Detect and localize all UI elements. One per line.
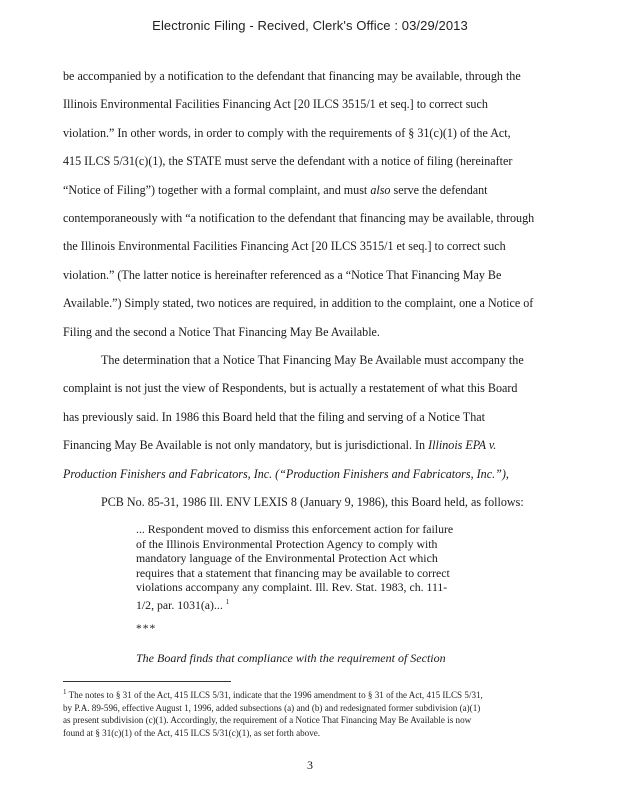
quote-line: mandatory language of the Environmental Protection Act which (136, 551, 438, 566)
body-line: Available.”) Simply stated, two notices are required, in addition to the complaint, one a Notice of (63, 296, 534, 311)
body-line: PCB No. 85-31, 1986 Ill. ENV LEXIS 8 (January 9, 1986), this Board held, as follows: (101, 495, 524, 510)
quote-line: violations accompany any complaint. Ill. Rev. Stat. 1983, ch. 111- (136, 580, 448, 595)
footnote (63, 686, 583, 739)
body-line: violation.” (The latter notice is hereinafter referenced as a “Notice That Financing May Be (63, 267, 502, 282)
body-line: 415 ILCS 5/31(c)(1), the STATE must serve the defendant with a notice of filing (hereinafter (63, 154, 513, 169)
body-line: Filing and the second a Notice That Financing May Be Available. (63, 324, 380, 339)
body-text (63, 62, 568, 517)
emphasis-also: also (370, 182, 391, 197)
footnote-line: as present subdivision (c)(1). Accordingly, the requirement of a Notice That Financing May Be Available is now (63, 715, 472, 726)
body-line (63, 176, 568, 204)
body-line: has previously said. In 1986 this Board held that the filing and serving of a Notice That (63, 409, 485, 424)
footnote-line: found at § 31(c)(1) of the Act, 415 ILCS 5/31(c)(1), as set forth above. (63, 727, 321, 738)
body-line-head: “Notice of Filing”) together with a formal complaint, and must (63, 182, 368, 197)
body-line: contemporaneously with “a notification to the defendant that financing may be available, through (63, 211, 535, 226)
body-line: be accompanied by a notification to the defendant that financing may be available, through the (63, 69, 521, 83)
quote-line: of the Illinois Environmental Protection Agency to comply with (136, 536, 438, 551)
quote-line: ... Respondent moved to dismiss this enforcement action for failure (136, 522, 454, 536)
omission-stars: *** (136, 623, 157, 635)
footnote-line (63, 686, 583, 702)
block-quote (136, 522, 508, 612)
body-line: Illinois Environmental Facilities Financing Act [20 ILCS 3515/1 et seq.] to correct such (63, 97, 488, 112)
board-finds-text: The Board finds that compliance with the requirement of Section (136, 651, 446, 665)
body-line (63, 431, 568, 459)
footnote-reference: 1 (225, 597, 230, 606)
case-name-line: Production Finishers and Fabricators, Inc. (“Production Finishers and Fabricators, Inc.”), (63, 466, 509, 481)
body-line: complaint is not just the view of Respondents, but is actually a restatement of what this Board (63, 381, 518, 396)
body-line-tail: serve the defendant (390, 182, 488, 197)
body-line-head: Financing May Be Available is not only mandatory, but is jurisdictional. In (63, 438, 426, 453)
page-number: 3 (307, 758, 313, 772)
body-line: the Illinois Environmental Facilities Financing Act [20 ILCS 3515/1 et seq.] to correct such (63, 239, 506, 254)
body-line: violation.” In other words, in order to comply with the requirements of § 31(c)(1) of the Act, (63, 125, 511, 140)
footnote-marker: 1 (63, 688, 67, 696)
quote-line (136, 595, 508, 613)
body-line: The determination that a Notice That Financing May Be Available must accompany the (101, 353, 524, 368)
electronic-filing-stamp: Electronic Filing - Recived, Clerk's Office : 03/29/2013 (152, 18, 468, 33)
quote-line: requires that a statement that financing may be available to correct (136, 565, 450, 580)
case-name: Illinois EPA v. (428, 438, 497, 453)
footnote-line: by P.A. 89-596, effective August 1, 1996, added subsections (a) and (b) and redesignated former subdivision (a)(1) (63, 702, 481, 713)
footnote-divider (63, 681, 231, 682)
quote-line-text: 1/2, par. 1031(a)... (136, 597, 223, 612)
footnote-line-text: The notes to § 31 of the Act, 415 ILCS 5/31, indicate that the 1996 amendment to § 31 of the Act, 415 ILCS 5/31, (68, 690, 483, 701)
